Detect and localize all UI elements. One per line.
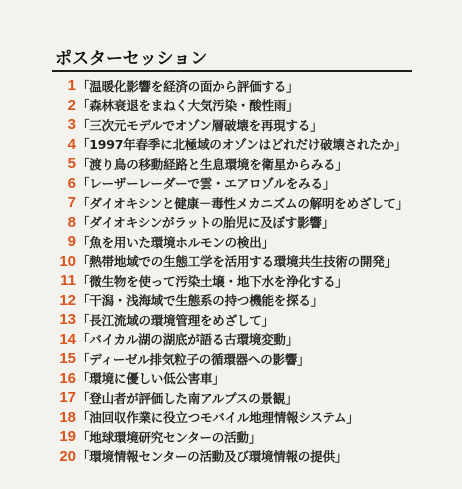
item-title: 「油回収作業に役立つモバイル地理情報システム」 — [77, 410, 359, 426]
list-item — [52, 154, 452, 174]
item-number: 20 — [59, 447, 76, 465]
item-title: 「レーザーレーダーで雲・エアロゾルをみる」 — [77, 176, 336, 192]
list-item — [52, 447, 452, 467]
list-item — [52, 193, 452, 213]
item-number: 19 — [59, 428, 76, 446]
list-item — [52, 252, 452, 272]
item-title: 「バイカル湖の湖底が語る古環境変動」 — [77, 332, 299, 348]
poster-list — [52, 76, 452, 466]
list-item — [52, 174, 452, 194]
item-title: 「渡り鳥の移動経路と生息環境を衛星からみる」 — [77, 156, 348, 172]
list-item — [52, 96, 452, 116]
item-title: 「温暖化影響を経済の面から評価する」 — [77, 78, 299, 94]
item-title: 「登山者が評価した南アルプスの景観」 — [77, 390, 298, 406]
list-item — [52, 135, 452, 155]
item-title: 「ダイオキシンがラットの胎児に及ぼす影響」 — [77, 215, 334, 231]
item-title: 「魚を用いた環境ホルモンの検出」 — [77, 234, 274, 250]
item-title: 「長江流域の環境管理をめざして」 — [77, 312, 274, 328]
list-item — [52, 213, 452, 233]
item-title: 「地球環境研究センターの活動」 — [77, 429, 262, 445]
list-item — [52, 427, 452, 447]
item-title: 「1997年春季に北極域のオゾンはどれだけ破壊されたか」 — [77, 137, 407, 153]
list-item — [52, 115, 452, 135]
item-number: 2 — [67, 96, 76, 114]
item-number: 18 — [59, 408, 76, 426]
item-number: 7 — [67, 194, 76, 212]
item-title: 「微生物を使って汚染土壌・地下水を浄化する」 — [77, 273, 348, 289]
list-item — [52, 369, 452, 389]
item-title: 「干潟・浅海域で生態系の持つ機能を探る」 — [77, 293, 324, 309]
item-title: 「熱帯地域での生態工学を活用する環境共生技術の開発」 — [77, 254, 397, 270]
item-number: 4 — [67, 135, 76, 153]
item-number: 5 — [67, 155, 76, 173]
item-number: 10 — [59, 252, 76, 270]
item-number: 1 — [67, 77, 76, 95]
item-title: 「森林衰退をまねく大気汚染・酸性雨」 — [77, 98, 299, 114]
list-item — [52, 291, 452, 311]
item-number: 16 — [59, 369, 76, 387]
item-title: 「環境情報センターの活動及び環境情報の提供」 — [77, 449, 348, 465]
item-number: 17 — [59, 389, 76, 407]
page-title: ポスターセッション — [55, 49, 208, 69]
list-item — [52, 76, 452, 96]
item-number: 13 — [59, 311, 76, 329]
list-item — [52, 271, 452, 291]
list-item — [52, 408, 452, 428]
item-number: 6 — [67, 174, 76, 192]
item-title: 「三次元モデルでオゾン層破壊を再現する」 — [77, 117, 323, 133]
item-number: 15 — [59, 350, 76, 368]
item-title: 「ディーゼル排気粒子の循環器への影響」 — [77, 351, 310, 367]
item-number: 14 — [59, 330, 76, 348]
item-number: 12 — [59, 291, 76, 309]
item-number: 9 — [67, 233, 76, 251]
list-item — [52, 310, 452, 330]
list-item — [52, 330, 452, 350]
item-number: 11 — [60, 272, 76, 290]
item-number: 8 — [67, 213, 76, 231]
list-item — [52, 349, 452, 369]
item-title: 「ダイオキシンと健康－毒性メカニズムの解明をめざして」 — [77, 195, 409, 211]
list-item — [52, 388, 452, 408]
item-title: 「環境に優しい低公害車」 — [77, 371, 225, 387]
item-number: 3 — [67, 116, 76, 134]
list-item — [52, 232, 452, 252]
title-underline — [52, 70, 412, 72]
